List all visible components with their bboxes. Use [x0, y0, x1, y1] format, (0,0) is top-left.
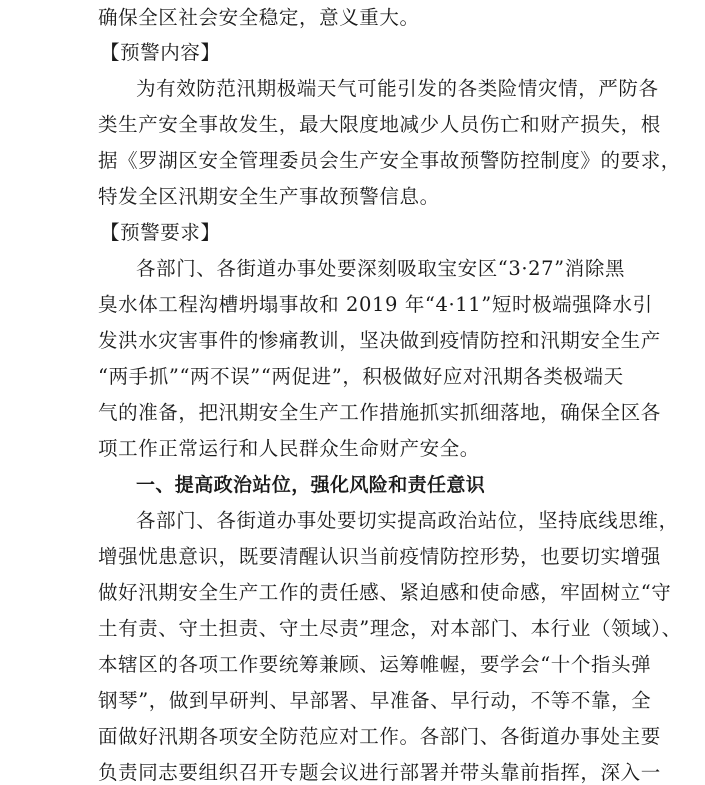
paragraph-line: 各部门、各街道办事处要深刻吸取宝安区“3·27”消除黑 [136, 257, 626, 280]
paragraph-line: 本辖区的各项工作要统筹兼顾、运筹帷幄，要学会“十个指头弹 [98, 653, 652, 676]
paragraph-line: 面做好汛期各项安全防范应对工作。各部门、各街道办事处主要 [98, 725, 661, 748]
paragraph-line: 发洪水灾害事件的惨痛教训，坚决做到疫情防控和汛期安全生产 [98, 329, 661, 352]
section-label-warning-requirements: 【预警要求】 [100, 221, 221, 244]
paragraph-line: 项工作正常运行和人民群众生命财产安全。 [98, 437, 480, 460]
paragraph-line: 钢琴”，做到早研判、早部署、早准备、早行动，不等不靠，全 [98, 689, 652, 712]
section-label-warning-content: 【预警内容】 [100, 41, 221, 64]
paragraph-line: 土有责、守土担责、守土尽责”理念，对本部门、本行业（领域）、 [98, 617, 682, 640]
paragraph-line: 做好汛期安全生产工作的责任感、紧迫感和使命感，牢固树立“守 [98, 581, 672, 604]
paragraph-line: 各部门、各街道办事处要切实提高政治站位，坚持底线思维， [136, 509, 679, 532]
paragraph-line: 臭水体工程沟槽坍塌事故和 2019 年“4·11”短时极端强降水引 [98, 293, 653, 316]
paragraph-line: 确保全区社会安全稳定，意义重大。 [98, 6, 420, 29]
paragraph-line: 负责同志要组织召开专题会议进行部署并带头靠前指挥，深入一 [98, 761, 661, 784]
paragraph-line: 据《罗湖区安全管理委员会生产安全事故预警防控制度》的要求， [98, 149, 681, 172]
paragraph-line: 增强忧患意识，既要清醒认识当前疫情防控形势，也要切实增强 [98, 545, 661, 568]
paragraph-line: 气的准备，把汛期安全生产工作措施抓实抓细落地，确保全区各 [98, 401, 661, 424]
paragraph-line: “两手抓”“两不误”“两促进”，积极做好应对汛期各类极端天 [98, 365, 624, 388]
paragraph-line: 特发全区汛期安全生产事故预警信息。 [98, 185, 440, 208]
paragraph-line: 为有效防范汛期极端天气可能引发的各类险情灾情，严防各 [136, 77, 659, 100]
section-heading-1: 一、提高政治站位，强化风险和责任意识 [136, 474, 486, 496]
paragraph-line: 类生产安全事故发生，最大限度地减少人员伤亡和财产损失，根 [98, 113, 661, 136]
